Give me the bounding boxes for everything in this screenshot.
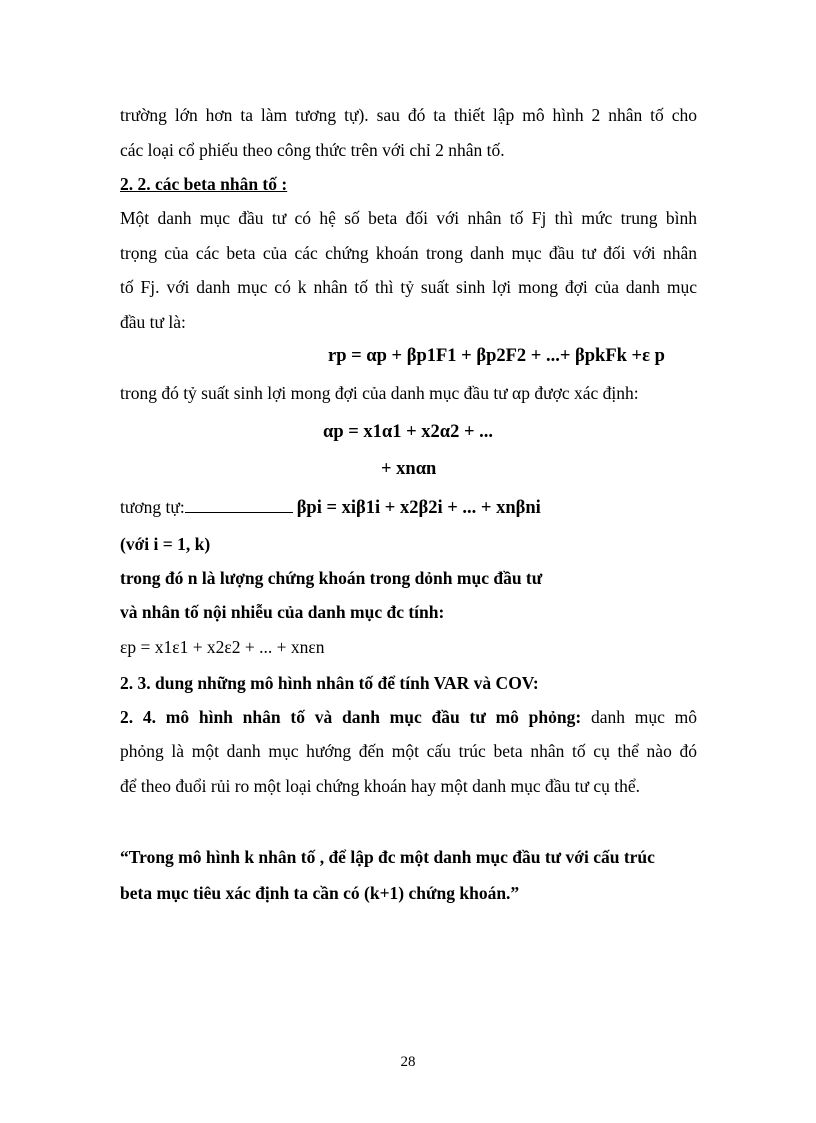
index-range: (với i = 1, k): [120, 534, 211, 554]
text-line-bold: và nhân tố nội nhiễu của danh mục đc tính:: [120, 602, 445, 622]
text-line: trọng của các beta của các chứng khoán trong danh mục đầu tư đối với nhân: [120, 243, 697, 263]
text-line: các loại cổ phiếu theo công thức trên với chỉ 2 nhân tố.: [120, 140, 505, 160]
section-2-4-line: [120, 706, 697, 728]
section-heading-2-4: 2. 4. mô hình nhân tố và danh mục đầu tư mô phỏng:: [120, 707, 582, 727]
text-line: phỏng là một danh mục hướng đến một cấu trúc beta nhân tố cụ thể nào đó: [120, 741, 697, 761]
equation-epsilon: εp = x1ε1 + x2ε2 + ... + xnεn: [120, 637, 325, 657]
equation-alpha: αp = x1α1 + x2α2 + ...: [323, 422, 494, 442]
section-2-4-text: danh mục mô: [590, 707, 697, 727]
text-line: đầu tư là:: [120, 312, 186, 332]
quote-line: beta mục tiêu xác định ta cần có (k+1) chứng khoán.”: [120, 883, 520, 903]
page-number: 28: [400, 1054, 416, 1070]
equation-portfolio-return: rp = αp + βp1F1 + βp2F2 + ...+ βpkFk +ε p: [328, 346, 665, 366]
equation-alpha-continued: + xnαn: [381, 459, 437, 479]
similar-label: tương tự:: [120, 497, 185, 517]
section-heading-2-2: 2. 2. các beta nhân tố :: [120, 174, 288, 194]
equation-beta: βpi = xiβ1i + x2β2i + ... + xnβni: [296, 498, 541, 518]
section-heading-2-3: 2. 3. dung những mô hình nhân tố để tính VAR và COV:: [120, 673, 539, 693]
text-line: Một danh mục đầu tư có hệ số beta đối với nhân tố Fj thì mức trung bình: [120, 208, 697, 228]
text-line: trong đó tỷ suất sinh lợi mong đợi của danh mục đầu tư αp được xác định:: [120, 383, 639, 403]
equation-beta-line: [120, 496, 541, 519]
text-line: để theo đuổi rủi ro một loại chứng khoán hay một danh mục đầu tư cụ thể.: [120, 776, 641, 796]
text-line-bold: trong đó n là lượng chứng khoán trong dỏnh mục đầu tư: [120, 568, 543, 588]
text-line: trường lớn hơn ta làm tương tự). sau đó ta thiết lập mô hình 2 nhân tố cho: [120, 105, 697, 125]
text-line: tố Fj. với danh mục có k nhân tố thì tỷ suất sinh lợi mong đợi của danh mục: [120, 277, 697, 297]
blank-underline: [185, 497, 293, 513]
quote-line: “Trong mô hình k nhân tố , để lập đc một danh mục đầu tư với cấu trúc: [120, 847, 655, 867]
